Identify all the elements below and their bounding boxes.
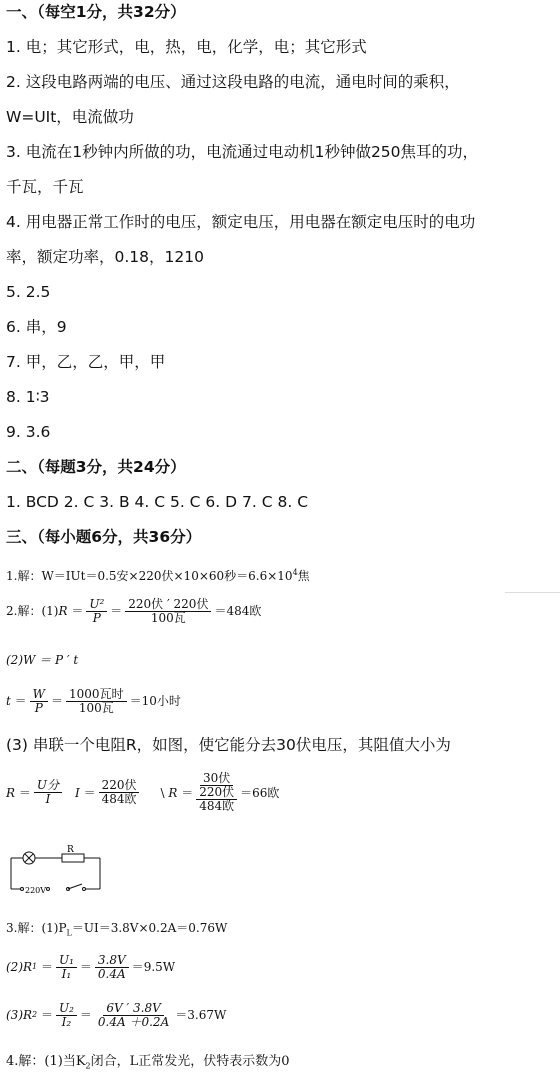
q2-r-symbol: R [58,604,68,618]
section2-answers: 1. BCD 2. C 3. B 4. C 5. C 6. D 7. C 8. C [6,493,309,511]
q2-label: 2.解：(1) [6,604,59,618]
resistor-icon [62,854,84,862]
q2-part1: 2.解：(1) R ＝ $\frac{\text{U²}}{P}$ ＝ $\frac{\text{220伏 ′ 220伏}}{\text{100瓦}}$ ＝ 484欧 [6,594,261,628]
q1-solution [6,563,310,586]
q3-2-fraction-2: $\frac{3.8V}{0.4A}$ [95,954,129,981]
q2-part3: (3) 串联一个电阻R，如图，使它能分去30伏电压，其阻值大小为 [6,736,451,754]
q1-text: 1.解：W＝IUt＝0.5安×220伏×10×60秒＝6.6×10 [6,569,293,583]
q2-current-fraction: $\frac{\text{220伏}}{\text{484欧}}$ [99,779,140,806]
divider-line [505,592,560,593]
answer-line-3: 3. 电流在1秒钟内所做的功，电流通过电动机1秒钟做250焦耳的功， [6,143,479,161]
q2-r-fraction: $\frac{\text{U分}}{I}$ [34,779,62,806]
answer-line-5: 5. 2.5 [6,283,51,301]
answer-line-2b: W=UIt，电流做功 [6,108,134,126]
q2-time-eq: t ＝ $\frac{W}{P}$ ＝ $\frac{\text{1000瓦时}}{\text{100瓦}}$ ＝ 10小时 [6,684,181,718]
answer-line-2: 2. 这段电路两端的电压、通过这段电路的电流，通电时间的乘积， [6,73,460,91]
section3-heading: 三、（每小题6分，共36分） [6,528,202,546]
q2-part2: (2)W ＝ P ′ t [6,653,79,667]
section2-heading: 二、（每题3分，共24分） [6,458,186,476]
circuit-diagram [10,843,110,895]
q3-part1: 3.解：$(1)P_L=UI=3.8V\times 0.2A=0.76W$ [6,921,228,938]
answer-line-3b: 千瓦，千瓦 [6,178,84,196]
q2-time-fraction-2: $\frac{\text{1000瓦时}}{\text{100瓦}}$ [66,688,127,715]
q2-time-fraction-1: $\frac{W}{P}$ [30,688,48,715]
q2-resistor-eq: R ＝ $\frac{\text{U分}}{I}$ I ＝ $\frac{\text{220伏}}{\text{484欧}}$ \ R ＝ 30伏 220伏 484欧 ＝ 66欧 [6,771,280,813]
q2-result: 484欧 [226,604,262,618]
answer-line-8: 8. 1∶3 [6,388,50,406]
answer-line-6: 6. 串，9 [6,318,67,336]
q3-2-fraction-1: $\frac{\text{U₁}}{\text{I₁}}$ [56,954,77,981]
q3-part3: (3)R 2 ＝ $\frac{\text{U₂}}{\text{I₂}}$ ＝ $\frac{6V ' 3.8V}{0.4A +0.2A}$ ＝ 3.67W [6,1000,227,1029]
circuit-voltage-label: 220V [25,886,47,895]
q3-3-fraction-2: $\frac{6V ' 3.8V}{0.4A +0.2A}$ [97,1000,170,1029]
q4-part1: 4.解：(1)当$K_2$闭合，L正常发光，伏特表示数为0 [6,1054,290,1071]
q2-r2-result: 66欧 [252,785,280,800]
answer-line-9: 9. 3.6 [6,423,51,441]
q3-part2: (2)R 1 ＝ $\frac{\text{U₁}}{\text{I₁}}$ ＝ $\frac{3.8V}{0.4A}$ ＝ 9.5W [6,952,176,981]
answer-line-4: 4. 用电器正常工作时的电压，额定电压，用电器在额定电压时的电功 [6,213,476,231]
section1-heading: 一、（每空1分，共32分） [6,3,186,21]
q2-time-result: 10小时 [141,694,181,708]
q2-fraction-1: $\frac{\text{U²}}{P}$ [86,598,107,625]
q1-unit: 焦 [297,569,310,583]
q3-3-fraction-1: $\frac{\text{U₂}}{\text{I₂}}$ [56,1002,77,1029]
circuit-r-label: R [67,845,74,855]
q2-r2-fraction: 30伏 220伏 484欧 [196,772,237,813]
answer-line-4b: 率，额定功率，0.18，1210 [6,248,204,266]
q2-fraction-2: $\frac{\text{220伏 ′ 220伏}}{\text{100瓦}}$ [125,598,211,625]
q1-exponent: 4 [292,568,298,577]
answer-line-7: 7. 甲，乙，乙，甲，甲 [6,353,166,371]
answer-line-1: 1. 电；其它形式，电，热，电，化学，电；其它形式 [6,38,367,56]
